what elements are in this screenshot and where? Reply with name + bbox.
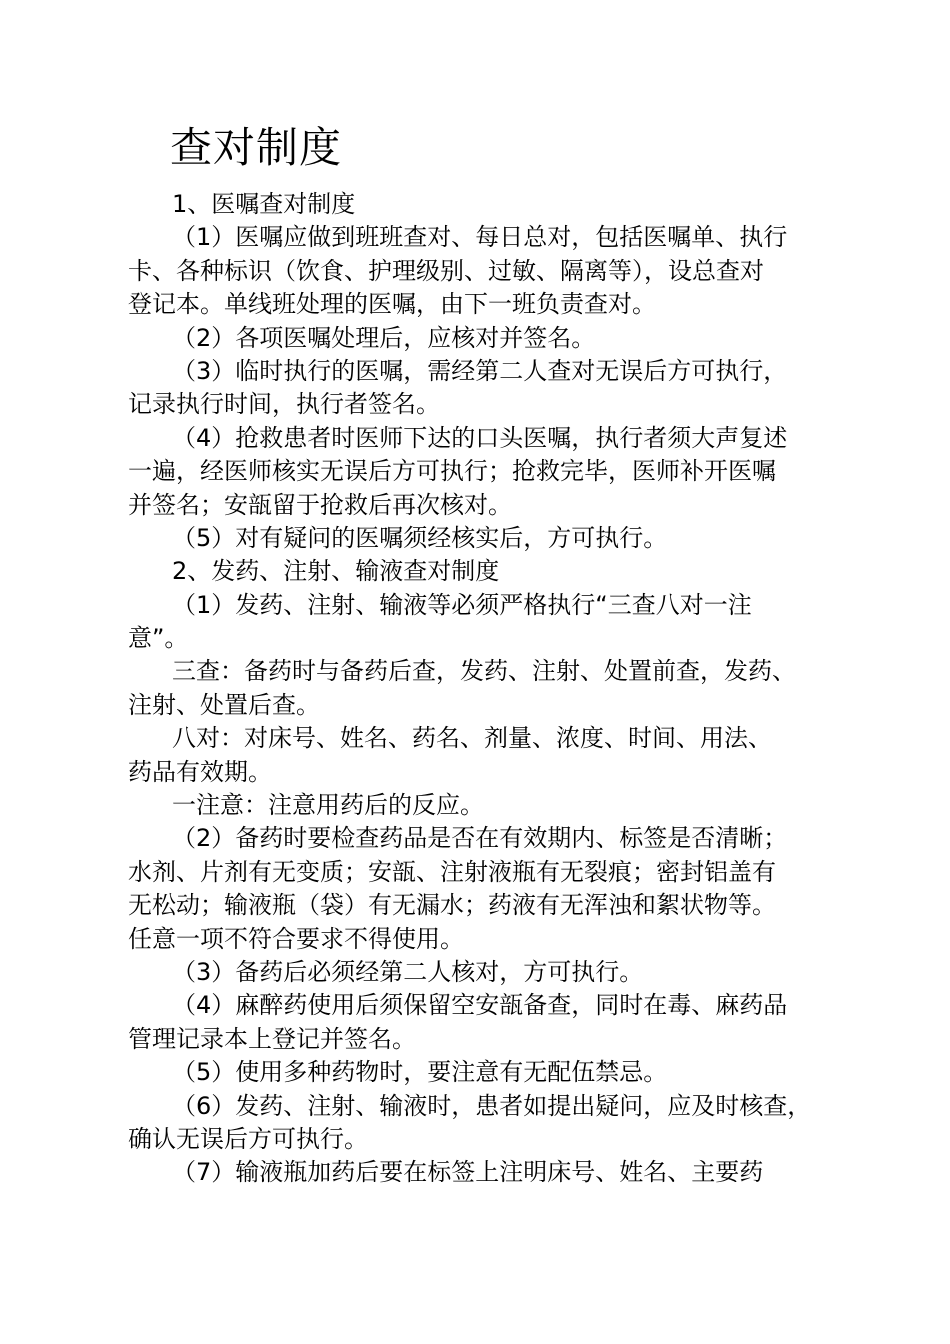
text-line: 一遍，经医师核实无误后方可执行；抢救完毕，医师补开医嘱: [128, 457, 776, 486]
text-line: （4）麻醉药使用后须保留空安瓿备查，同时在毒、麻药品: [172, 991, 788, 1020]
text-line: 一注意：注意用药后的反应。: [172, 791, 484, 820]
text-line: 登记本。单线班处理的医嘱，由下一班负责查对。: [128, 290, 656, 319]
text-line: （1）医嘱应做到班班查对、每日总对，包括医嘱单、执行: [172, 223, 788, 252]
document-title: 查对制度: [170, 123, 343, 172]
text-line: 并签名；安瓿留于抢救后再次核对。: [128, 490, 512, 519]
text-line: 任意一项不符合要求不得使用。: [128, 924, 464, 953]
text-line: （1）发药、注射、输液等必须严格执行“三查八对一注: [172, 590, 752, 619]
text-line: 注射、处置后查。: [128, 690, 320, 719]
text-line: 无松动；输液瓶（袋）有无漏水；药液有无浑浊和絮状物等。: [128, 891, 776, 920]
text-line: （7）输液瓶加药后要在标签上注明床号、姓名、主要药: [172, 1158, 764, 1187]
text-line: 三查：备药时与备药后查，发药、注射、处置前查，发药、: [172, 657, 796, 686]
text-line: （2）各项医嘱处理后，应核对并签名。: [172, 323, 596, 352]
text-line: （5）对有疑问的医嘱须经核实后，方可执行。: [172, 523, 668, 552]
text-line: （3）备药后必须经第二人核对，方可执行。: [172, 957, 644, 986]
text-line: 管理记录本上登记并签名。: [128, 1024, 416, 1053]
text-line: 确认无误后方可执行。: [128, 1124, 368, 1153]
text-line: 卡、各种标识（饮食、护理级别、过敏、隔离等），设总查对: [128, 256, 764, 285]
text-line: （6）发药、注射、输液时，患者如提出疑问，应及时核查，: [172, 1091, 812, 1120]
text-line: （4）抢救患者时医师下达的口头医嘱，执行者须大声复述: [172, 423, 788, 452]
text-line: （3）临时执行的医嘱，需经第二人查对无误后方可执行，: [172, 356, 788, 385]
text-line: 药品有效期。: [128, 757, 272, 786]
text-line: 水剂、片剂有无变质；安瓿、注射液瓶有无裂痕；密封铝盖有: [128, 857, 776, 886]
text-line: 1、医嘱查对制度: [172, 190, 356, 218]
text-line: 八对：对床号、姓名、药名、剂量、浓度、时间、用法、: [172, 724, 772, 753]
text-line: 记录执行时间，执行者签名。: [128, 390, 440, 419]
text-line: （5）使用多种药物时，要注意有无配伍禁忌。: [172, 1058, 668, 1087]
text-line: 2、发药、注射、输液查对制度: [172, 557, 500, 586]
document-body: [128, 188, 848, 1190]
text-line: （2）备药时要检查药品是否在有效期内、标签是否清晰；: [172, 824, 788, 853]
text-line: 意”。: [128, 624, 189, 653]
